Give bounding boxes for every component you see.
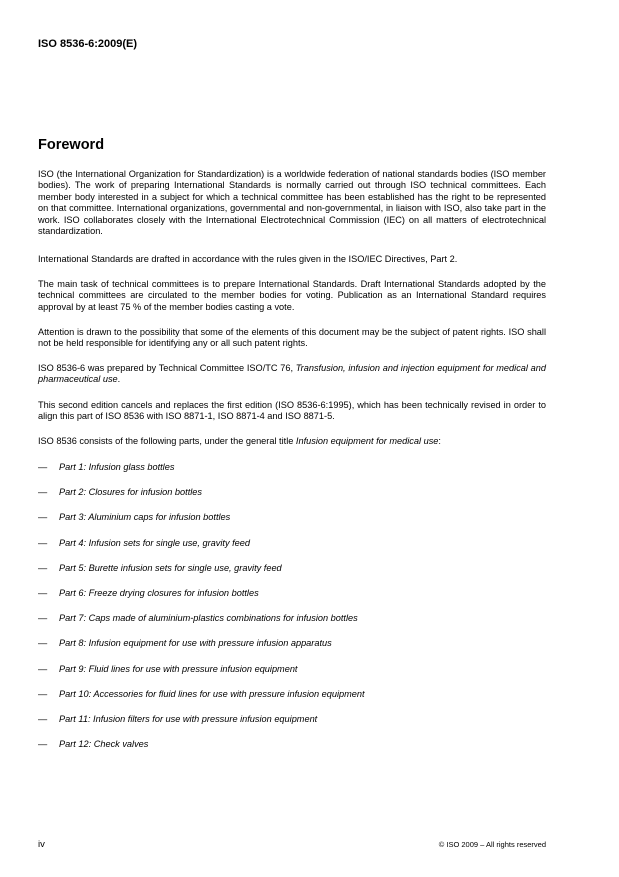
paragraph-main-task: The main task of technical committees is to prepare International Standards. Draft International Standards adopted by the technical committees are circulated to the member bodies for voting. Publication as an International Standard requires approval by at least 75 % of the member bodies casting a vote. — [38, 279, 546, 312]
paragraph-patent: Attention is drawn to the possibility that some of the elements of this document may be the subject of patent rights. ISO shall not be held responsible for identifying any or all such patent rights. — [38, 327, 546, 349]
list-item — [38, 613, 358, 624]
list-dash: — — [38, 663, 48, 674]
committee-title: Transfusion, infusion and injection equipment for medical and pharmaceutical use — [38, 363, 546, 385]
parts-intro-lead: ISO 8536 consists of the following parts, under the general title — [38, 436, 296, 446]
list-dash: — — [38, 588, 48, 598]
list-item-text: Part 3: Aluminium caps for infusion bottles — [59, 512, 231, 523]
list-item — [38, 588, 259, 599]
list-item — [38, 664, 298, 675]
page-number: iv — [38, 839, 45, 850]
paragraph-edition: This second edition cancels and replaces the first edition (ISO 8536-6:1995), which has been technically revised in order to align this part of ISO 8536 with ISO 8871-1, ISO 8871-4 and ISO 8871-5. — [38, 400, 546, 422]
list-item-text: Part 6: Freeze drying closures for infusion bottles — [59, 588, 259, 598]
list-item — [38, 487, 202, 498]
list-item-text: Part 2: Closures for infusion bottles — [59, 487, 202, 498]
list-item — [38, 538, 250, 549]
list-item — [38, 739, 148, 750]
list-item-text: Part 12: Check valves — [59, 739, 149, 750]
copyright-notice: © ISO 2009 – All rights reserved — [438, 840, 546, 849]
list-item-text: Part 11: Infusion filters for use with pressure infusion equipment — [59, 714, 318, 724]
list-item — [38, 563, 282, 574]
list-dash: — — [38, 638, 48, 649]
list-item — [38, 689, 365, 700]
page-title: Foreword — [38, 137, 105, 153]
prepared-by-lead: ISO 8536-6 was prepared by Technical Committee ISO/TC 76, — [38, 363, 296, 373]
list-item — [38, 714, 317, 725]
general-title: Infusion equipment for medical use — [295, 436, 439, 446]
list-item-text: Part 5: Burette infusion sets for single use, gravity feed — [59, 562, 282, 573]
list-item-text: Part 7: Caps made of aluminium-plastics combinations for infusion bottles — [59, 613, 358, 624]
list-item — [38, 512, 230, 523]
parts-intro-tail: : — [438, 436, 441, 446]
list-dash: — — [38, 688, 48, 699]
list-dash: — — [38, 714, 48, 724]
list-item-text: Part 9: Fluid lines for use with pressure infusion equipment — [59, 663, 298, 674]
list-dash: — — [38, 487, 48, 498]
list-item-text: Part 8: Infusion equipment for use with pressure infusion apparatus — [59, 638, 332, 649]
list-item-text: Part 1: Infusion glass bottles — [59, 462, 175, 472]
document-id: ISO 8536-6:2009(E) — [38, 38, 138, 50]
list-dash: — — [38, 613, 48, 624]
list-item-text: Part 10: Accessories for fluid lines for use with pressure infusion equipment — [59, 688, 365, 699]
list-dash: — — [38, 512, 48, 523]
paragraph-directives: International Standards are drafted in accordance with the rules given in the ISO/IEC Directives, Part 2. — [38, 254, 458, 264]
paragraph-parts-intro — [38, 436, 546, 447]
paragraph-iso-intro: ISO (the International Organization for Standardization) is a worldwide federation of national standards bodies (ISO member bodies). The work of preparing International Standards is normally carried out through ISO technical committees. Each member body interested in a subject for which a technical committee has been established has the right to be represented on that committee. International organizations, governmental and non-governmental, in liaison with ISO, also take part in the work. ISO collaborates closely with the International Electrotechnical Commission (IEC) on all matters of electrotechnical standardization. — [38, 169, 546, 237]
list-item — [38, 462, 174, 473]
list-dash: — — [38, 562, 48, 573]
list-dash: — — [38, 739, 48, 750]
prepared-by-tail: . — [117, 374, 121, 385]
list-dash: — — [38, 462, 48, 472]
list-item — [38, 638, 332, 649]
list-item-text: Part 4: Infusion sets for single use, gravity feed — [59, 537, 250, 548]
list-dash: — — [38, 537, 48, 548]
paragraph-prepared-by — [38, 363, 546, 386]
